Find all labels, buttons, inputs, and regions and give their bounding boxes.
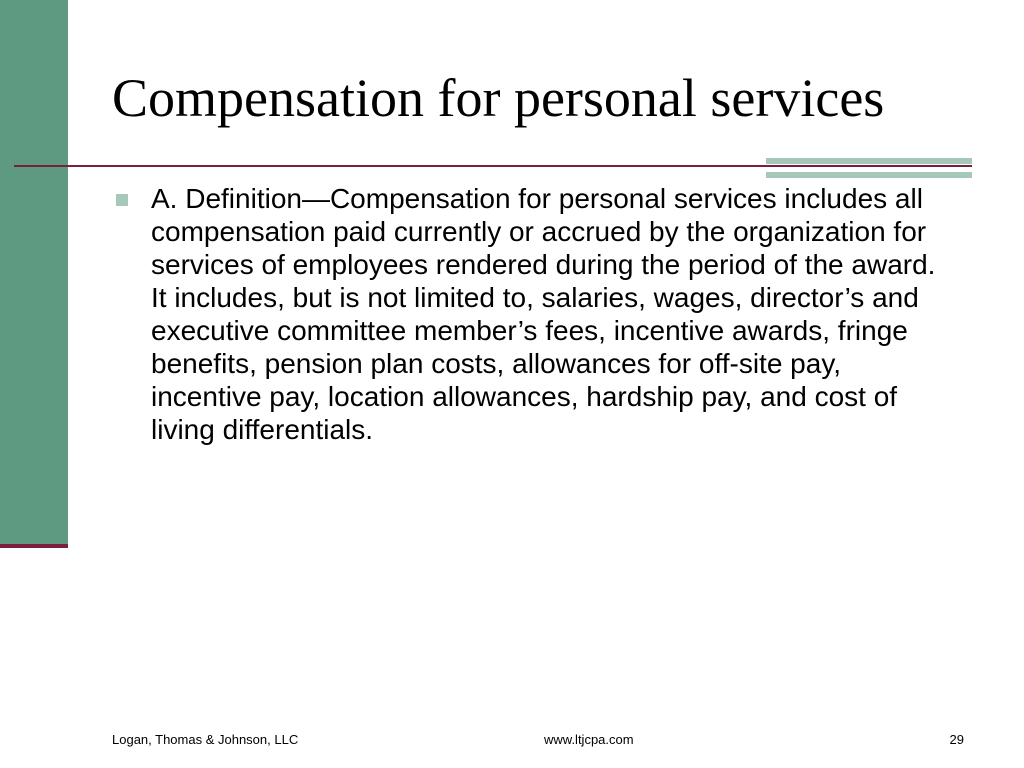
accent-stripe <box>766 172 972 178</box>
footer-website: www.ltjcpa.com <box>544 732 634 747</box>
accent-stripe <box>766 158 972 164</box>
bullet-item <box>114 182 954 446</box>
square-bullet-icon <box>116 194 128 206</box>
left-accent-bar-underline <box>0 544 68 548</box>
left-accent-bar <box>0 0 68 546</box>
bullet-text: A. Definition—Compensation for personal services includes all compensation paid currently or accrued by the organization for services of employees rendered during the period of the award. It includes, but is not limited to, salaries, wages, director’s and executive committee member’s fees, incentive awards, fringe benefits, pension plan costs, allowances for off-site pay, incentive pay, location allowances, hardship pay, and cost of living differentials. <box>151 183 936 445</box>
slide-title: Compensation for personal services <box>112 68 885 128</box>
accent-stripes <box>766 158 972 180</box>
footer-company: Logan, Thomas & Johnson, LLC <box>112 732 299 747</box>
bullet-list <box>114 182 954 446</box>
footer-page-number: 29 <box>949 732 964 747</box>
